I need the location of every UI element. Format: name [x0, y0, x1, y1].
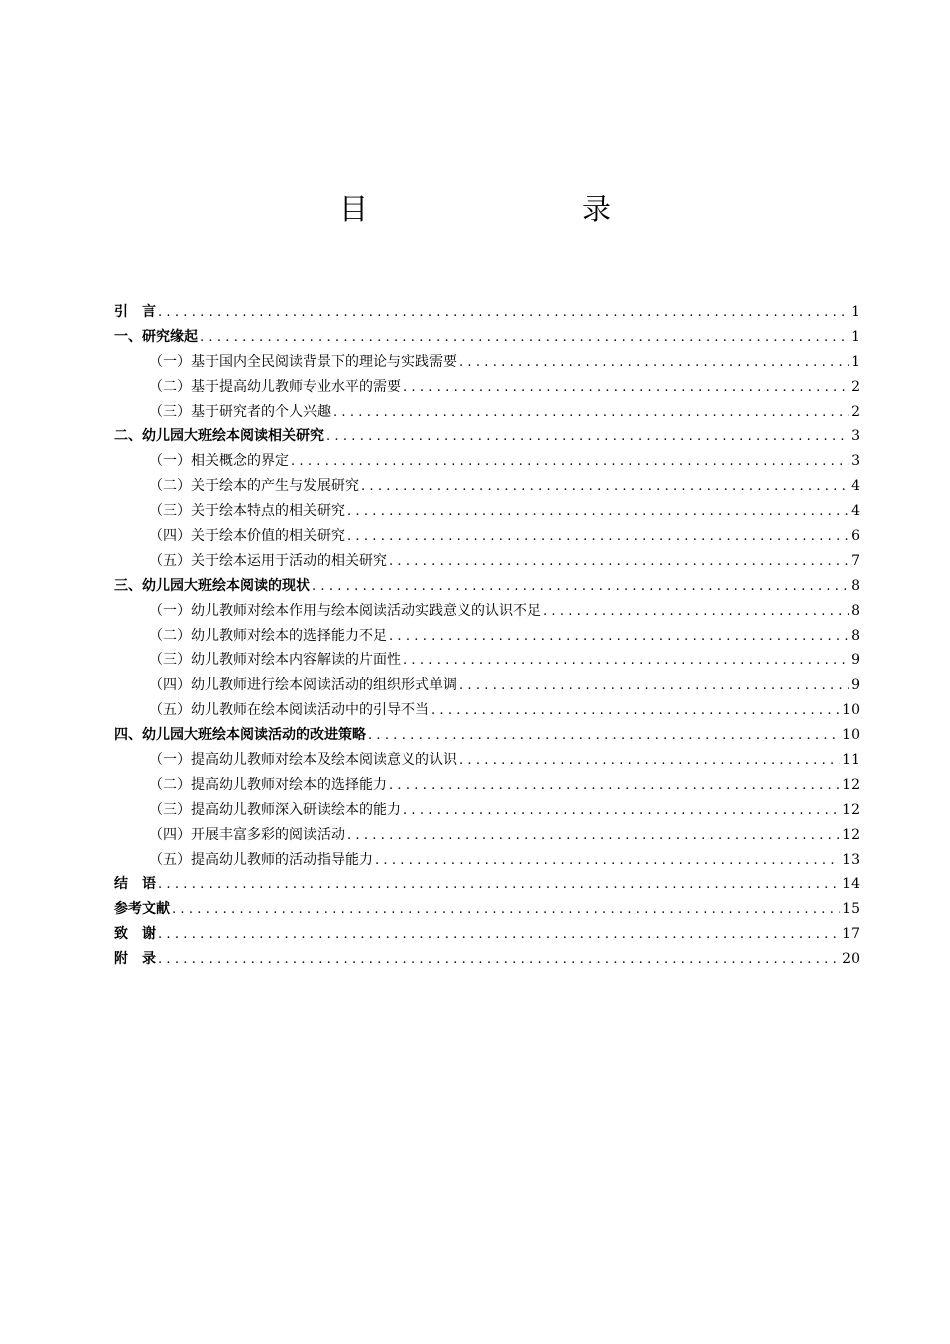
- toc-entry: [114, 599, 860, 624]
- toc-entry: [114, 823, 860, 848]
- toc-leader-dots: [291, 450, 849, 474]
- toc-entry: [114, 400, 860, 425]
- toc-entry-page: 9: [851, 677, 860, 694]
- toc-leader-dots: [361, 475, 849, 499]
- toc-entry-label: （三）提高幼儿教师深入研读绘本的能力: [149, 801, 401, 818]
- toc-leader-dots: [347, 500, 849, 524]
- toc-entry: [114, 574, 860, 599]
- toc-leader-dots: [543, 600, 849, 624]
- toc-entry-label: （三）关于绘本特点的相关研究: [149, 503, 345, 520]
- toc-entry: [114, 947, 860, 972]
- toc-leader-dots: [158, 301, 849, 325]
- toc-entry: [114, 375, 860, 400]
- toc-leader-dots: [158, 873, 840, 897]
- toc-entry: [114, 300, 860, 325]
- toc-leader-dots: [459, 351, 849, 375]
- toc-entry: [114, 325, 860, 350]
- toc-leader-dots: [459, 674, 849, 698]
- toc-entry-label: （四）开展丰富多彩的阅读活动: [149, 826, 345, 843]
- toc-entry: [114, 524, 860, 549]
- toc-leader-dots: [389, 550, 849, 574]
- toc-entry-label: 三、幼儿园大班绘本阅读的现状: [114, 577, 310, 594]
- toc-entry-page: 8: [851, 577, 860, 594]
- toc-entry-page: 20: [842, 951, 860, 968]
- toc-entry: [114, 350, 860, 375]
- toc-entry-label: 致 谢: [114, 926, 156, 943]
- toc-entry-label: 结 语: [114, 876, 156, 893]
- toc-leader-dots: [347, 525, 849, 549]
- toc-entry-label: （二）基于提高幼儿教师专业水平的需要: [149, 378, 401, 395]
- toc-leader-dots: [459, 749, 840, 773]
- toc-entry-label: 一、研究缘起: [114, 328, 198, 345]
- toc-leader-dots: [158, 923, 840, 947]
- toc-entry-label: （五）幼儿教师在绘本阅读活动中的引导不当: [149, 702, 429, 719]
- toc-entry-page: 4: [851, 503, 860, 520]
- toc-entry-page: 9: [851, 652, 860, 669]
- toc-entry: [114, 673, 860, 698]
- toc-entry: [114, 549, 860, 574]
- toc-entry-page: 12: [842, 776, 860, 793]
- toc-entry-label: （一）幼儿教师对绘本作用与绘本阅读活动实践意义的认识不足: [149, 602, 541, 619]
- toc-entry-label: （四）幼儿教师进行绘本阅读活动的组织形式单调: [149, 677, 457, 694]
- toc-entry: [114, 624, 860, 649]
- toc-entry-label: （一）基于国内全民阅读背景下的理论与实践需要: [149, 353, 457, 370]
- toc-entry: [114, 848, 860, 873]
- toc-entry-page: 14: [842, 876, 860, 893]
- toc-leader-dots: [431, 699, 840, 723]
- toc-entry-label: （一）提高幼儿教师对绘本及绘本阅读意义的认识: [149, 752, 457, 769]
- toc-leader-dots: [312, 575, 849, 599]
- toc-leader-dots: [403, 649, 849, 673]
- toc-entry-page: 3: [851, 453, 860, 470]
- toc-entry: [114, 798, 860, 823]
- toc-entry-page: 11: [842, 752, 860, 769]
- toc-entry-label: （二）关于绘本的产生与发展研究: [149, 478, 359, 495]
- toc-entry-page: 4: [851, 478, 860, 495]
- toc-leader-dots: [403, 376, 849, 400]
- toc-entry-page: 13: [842, 851, 860, 868]
- toc-entry-label: （二）幼儿教师对绘本的选择能力不足: [149, 627, 387, 644]
- toc-entry-label: （三）幼儿教师对绘本内容解读的片面性: [149, 652, 401, 669]
- toc-entry-page: 3: [851, 428, 860, 445]
- toc-entry: [114, 424, 860, 449]
- toc-entry-page: 2: [851, 403, 860, 420]
- toc-leader-dots: [333, 401, 849, 425]
- toc-entry: [114, 922, 860, 947]
- toc-entry-label: 附 录: [114, 951, 156, 968]
- toc-entry-page: 1: [851, 353, 860, 370]
- toc-entry-label: （三）基于研究者的个人兴趣: [149, 403, 331, 420]
- toc-entry: [114, 872, 860, 897]
- toc-entry-page: 6: [851, 528, 860, 545]
- toc-entry-page: 12: [842, 826, 860, 843]
- toc-entry-label: 四、幼儿园大班绘本阅读活动的改进策略: [114, 727, 366, 744]
- table-of-contents: [114, 300, 860, 972]
- toc-entry-label: （一）相关概念的界定: [149, 453, 289, 470]
- toc-leader-dots: [158, 948, 840, 972]
- toc-leader-dots: [375, 849, 840, 873]
- toc-entry-page: 2: [851, 378, 860, 395]
- toc-entry-label: （五）关于绘本运用于活动的相关研究: [149, 552, 387, 569]
- toc-leader-dots: [347, 824, 840, 848]
- toc-leader-dots: [326, 425, 849, 449]
- toc-entry-label: （五）提高幼儿教师的活动指导能力: [149, 851, 373, 868]
- toc-entry-page: 8: [851, 602, 860, 619]
- toc-entry-page: 12: [842, 801, 860, 818]
- toc-entry-page: 8: [851, 627, 860, 644]
- toc-entry-page: 17: [842, 926, 860, 943]
- toc-entry-label: 引 言: [114, 304, 156, 320]
- page-title: 目 录: [338, 192, 663, 226]
- toc-leader-dots: [389, 625, 849, 649]
- toc-entry-page: 10: [842, 702, 860, 719]
- toc-leader-dots: [389, 774, 840, 798]
- toc-entry-page: 10: [842, 727, 860, 744]
- toc-entry-page: 1: [851, 328, 860, 345]
- toc-entry-page: 7: [851, 552, 860, 569]
- toc-leader-dots: [403, 799, 840, 823]
- toc-entry-label: 二、幼儿园大班绘本阅读相关研究: [114, 428, 324, 445]
- toc-entry-page: 15: [842, 901, 860, 918]
- toc-leader-dots: [172, 898, 840, 922]
- toc-entry-label: （二）提高幼儿教师对绘本的选择能力: [149, 776, 387, 793]
- toc-entry: [114, 723, 860, 748]
- toc-entry-label: 参考文献: [114, 901, 170, 918]
- toc-entry: [114, 499, 860, 524]
- toc-leader-dots: [200, 326, 849, 350]
- toc-entry: [114, 748, 860, 773]
- toc-leader-dots: [368, 724, 840, 748]
- toc-entry: [114, 698, 860, 723]
- toc-entry: [114, 474, 860, 499]
- toc-entry: [114, 897, 860, 922]
- toc-entry-page: 1: [851, 304, 860, 320]
- toc-entry: [114, 648, 860, 673]
- toc-entry: [114, 773, 860, 798]
- toc-entry: [114, 449, 860, 474]
- toc-entry-label: （四）关于绘本价值的相关研究: [149, 528, 345, 545]
